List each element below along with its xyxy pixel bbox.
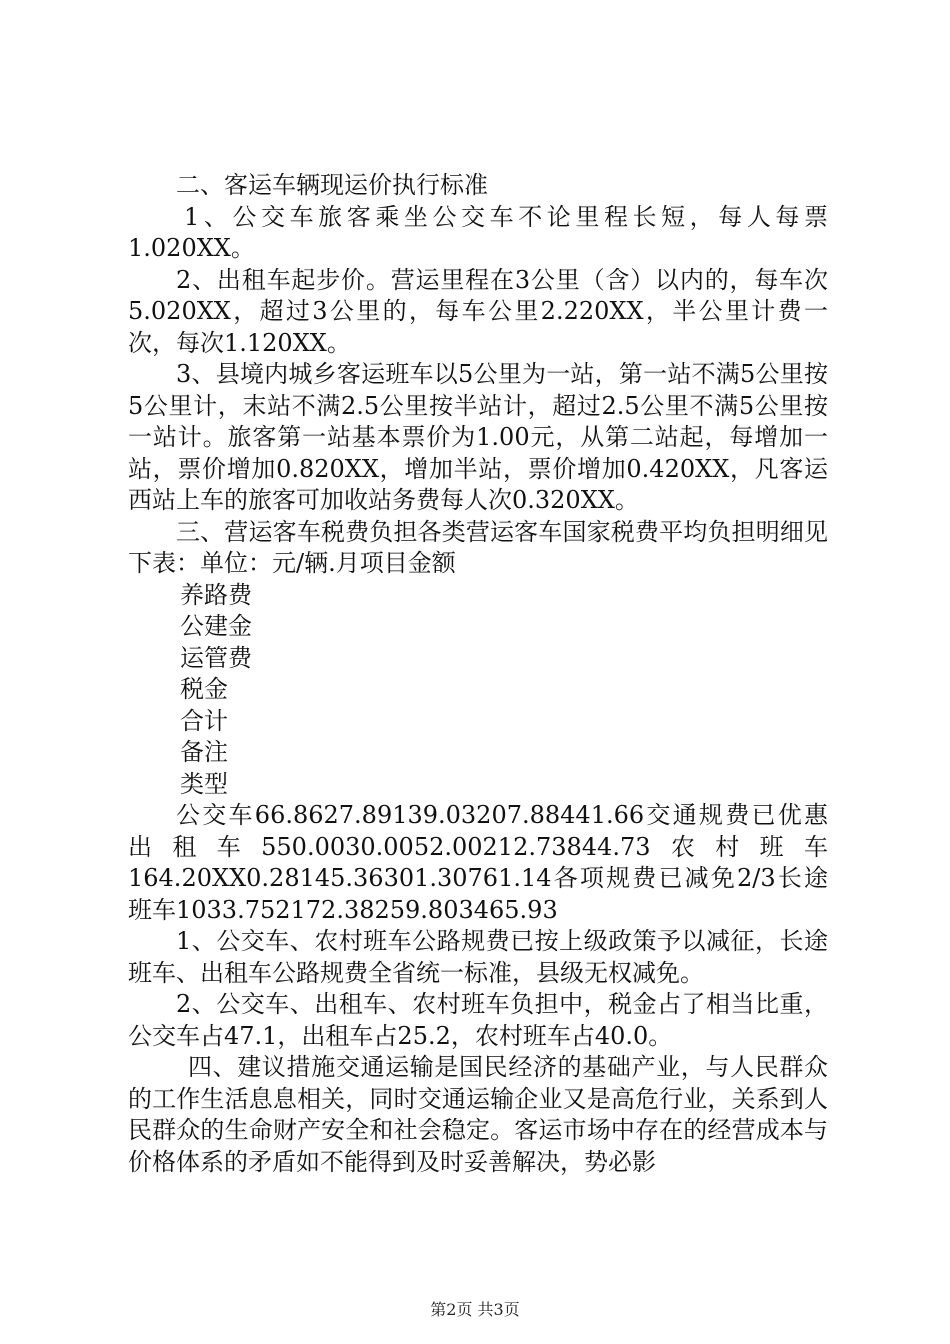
paragraph-taxi-fare: 2、出租车起步价。营运里程在3公里（含）以内的，每车次5.020XX，超过3公里的，每车公里2.220XX，半公里计费一次，每次1.120XX。 <box>128 265 828 357</box>
table-item: 运管费 <box>180 643 252 672</box>
paragraph-county-bus-fare: 3、县境内城乡客运班车以5公里为一站，第一站不满5公里按5公里计，末站不满2.5公里按半站计，超过2.5公里不满5公里按一站计。旅客第一站基本票价为1.00元，从第二站起，每增加一站，票价增加0.820XX，增加半站，票价增加0.420XX，凡客运西站上车的旅客可加收站务费每人次0.320XX。 <box>128 360 828 514</box>
table-item: 备注 <box>180 738 228 766</box>
section-heading-4: 四、建议措施交通运输是国民经济的基础产业，与人民群众的工作生活息息相关，同时交通运输企业又是高危行业，关系到人民群众的生命财产安全和社会稳定。客运市场中存在的经营成本与价格体系的矛盾如不能得到及时妥善解决，势必影 <box>128 1053 828 1176</box>
document-body <box>128 170 828 1178</box>
section-heading-2: 二、客运车辆现运价执行标准 <box>176 171 488 199</box>
note-paragraph: 1、公交车、农村班车公路规费已按上级政策予以减征，长途班车、出租车公路规费全省统一标准，县级无权减免。 <box>128 927 828 987</box>
note-paragraph: 2、公交车、出租车、农村班车负担中，税金占了相当比重，公交车占47.1，出租车占25.2，农村班车占40.0。 <box>128 990 828 1050</box>
section-heading-3: 三、营运客车税费负担各类营运客车国家税费平均负担明细见下表：单位：元/辆.月项目金额 <box>128 517 828 577</box>
table-item: 合计 <box>180 706 228 735</box>
table-item: 养路费 <box>180 580 252 609</box>
page-footer: 第2页 共3页 <box>430 1300 520 1319</box>
table-rows-text: 公交车66.8627.89139.03207.88441.66交通规费已优惠出租车550.0030.0052.00212.73844.73农村班车164.20XX0.28145.36301.30761.14各项规费已减免2/3长途班车1033.752172.38259.803465.93 <box>128 801 828 924</box>
table-item: 类型 <box>180 769 228 798</box>
paragraph-bus-fare: 1、公交车旅客乘坐公交车不论里程长短，每人每票1.020XX。 <box>128 202 828 262</box>
table-item: 公建金 <box>180 612 252 640</box>
table-item: 税金 <box>180 675 228 703</box>
